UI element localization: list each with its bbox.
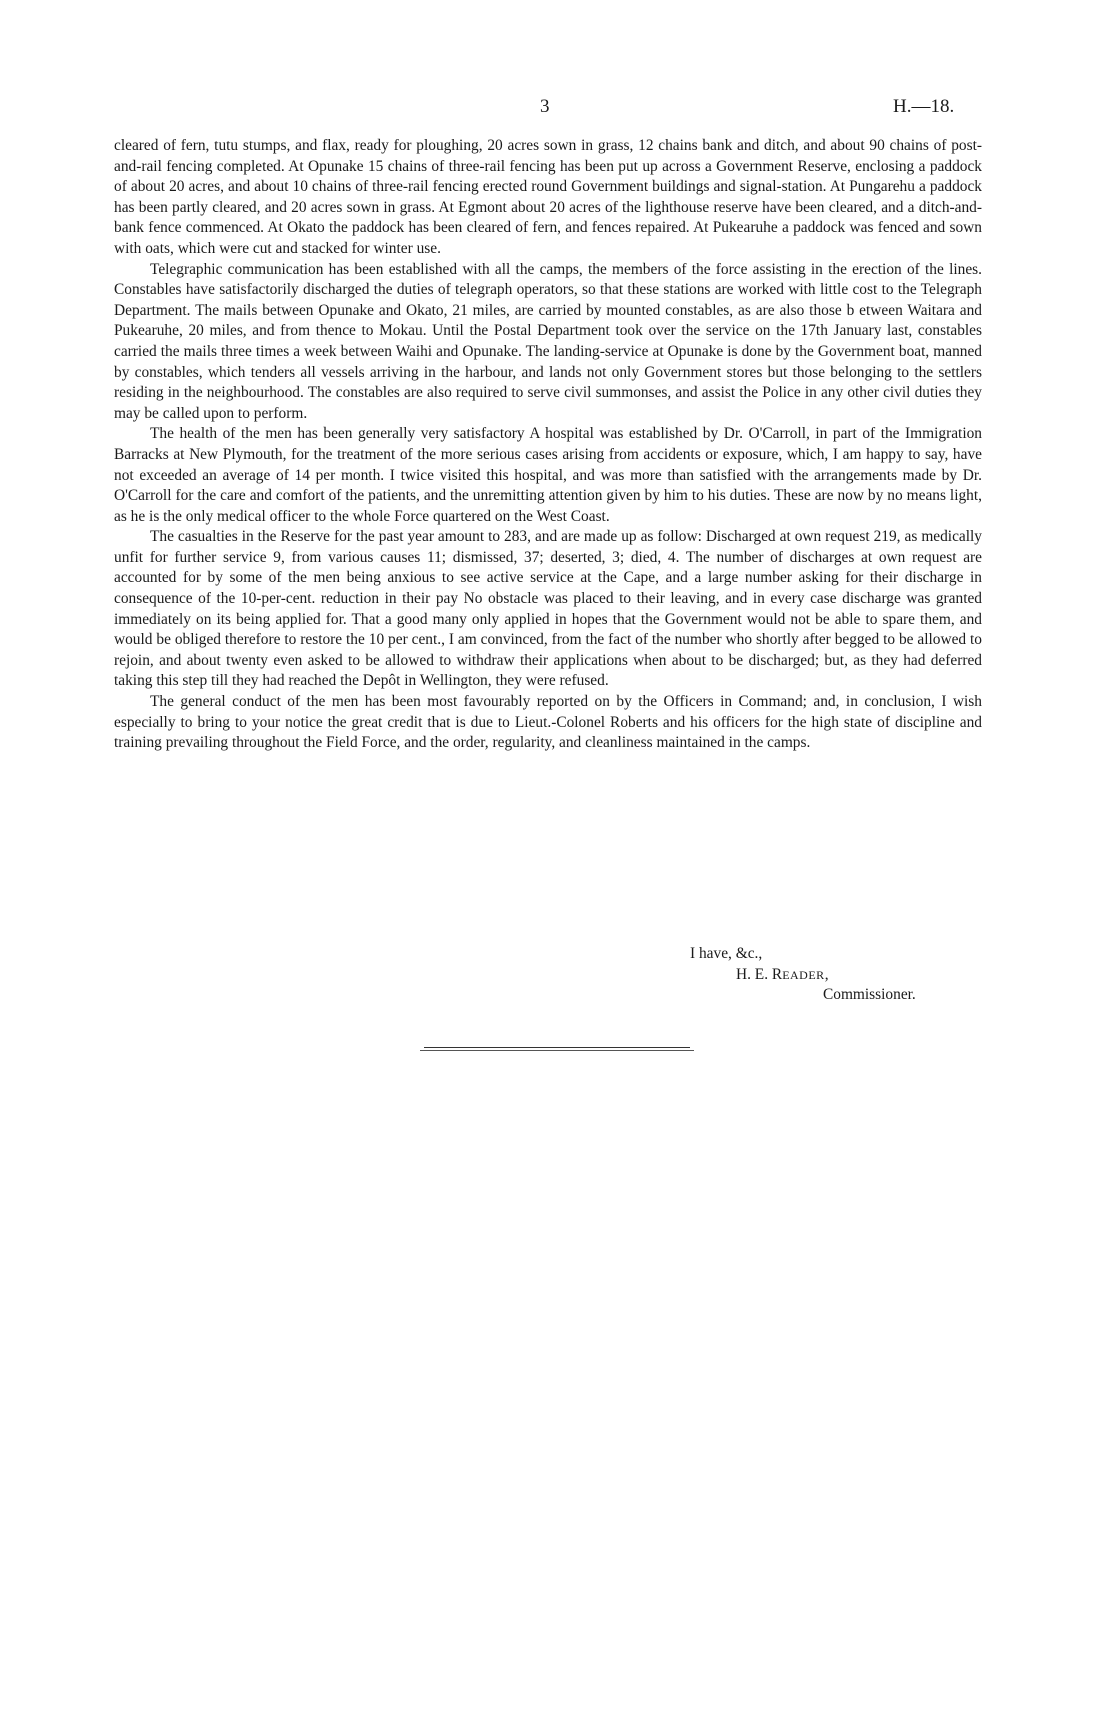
page-number: 3 [540, 96, 550, 117]
closing-salutation: I have, &c., [690, 945, 763, 962]
end-rule-line-bottom [420, 1050, 694, 1051]
paragraph-conduct: The general conduct of the men has been most favourably reported on by the Officers in Command; and, in conclusion, I wish especially to bring to your notice the great credit that is due to Lieut.-Colonel Roberts and his officers for the high state of discipline and training prevailing throughout the Field Force, and the order, regularity, and cleanliness maintained in the camps. [114, 693, 982, 752]
signer-initials: H. E. [736, 965, 769, 983]
signer-surname-rest: EADER [782, 967, 825, 982]
paragraph-telegraph-mails: Telegraphic communication has been established with all the camps, the members of the force assisting in the erection of the lines. Constables have satisfactorily discharged the duties of telegraph operators, so that these stations are worked with little cost to the Telegraph Department. The mails between Opunake and Okato, 21 miles, are carried by mounted constables, as are also those b etween Waitara and Pukearuhe, 20 miles, and from thence to Mokau. Until the Postal Department took over the service on the 17th January last, constables carried the mails three times a week between Waihi and Opunake. The landing-service at Opunake is done by the Government boat, manned by constables, which tenders all vessels arriving in the harbour, and lands not only Government stores but those belonging to the settlers residing in the neighbourhood. The constables are also required to serve civil summonses, and assist the Police in any other civil duties they may be called upon to perform. [114, 260, 982, 422]
signer-role: Commissioner. [823, 986, 916, 1004]
end-rule-line-top [424, 1047, 690, 1048]
report-body [114, 136, 982, 754]
paragraph-farming: cleared of fern, tutu stumps, and flax, ready for ploughing, 20 acres sown in grass, 12 chains bank and ditch, and about 90 chains of post-and-rail fencing completed. At Opunake 15 chains of three-rail fencing has been put up across a Government Reserve, enclosing a paddock of about 20 acres, and about 10 chains of three-rail fencing erected round Government buildings and signal-station. At Pungarehu a paddock has been partly cleared, and 20 acres sown in grass. At Egmont about 20 acres of the lighthouse reserve have been cleared, and a ditch-and-bank fence commenced. At Okato the paddock has been cleared of fern, and fences repaired. At Pukearuhe a paddock was fenced and sown with oats, which were cut and stacked for winter use. [114, 137, 982, 257]
signer-surname-initial: R [771, 965, 783, 983]
end-rule [420, 1047, 694, 1053]
signer-name [690, 965, 916, 986]
paragraph-casualties: The casualties in the Reserve for the past year amount to 283, and are made up as follow: Discharged at own request 219, as medically unfit for further service 9, from various causes 11; dismissed, 37; deserted, 3; died, 4. The number of discharges at own request are accounted for by some of the men being anxious to see active service at the Cape, and a large number asking for their discharge in consequence of the 10-per-cent. reduction in their pay No obstacle was placed to their leaving, and in every case discharge was granted immediately on its being applied for. That a good many only applied in hopes that the Government would not be able to spare them, and would be obliged therefore to restore the 10 per cent., I am convinced, from the fact of the number who shortly after begged to be allowed to rejoin, and about twenty even asked to be allowed to withdraw their applications when about to be discharged; but, as they had deferred taking this step till they had reached the Depôt in Wellington, they were refused. [114, 528, 982, 690]
paper-reference: H.—18. [893, 96, 955, 117]
paragraph-health: The health of the men has been generally very satisfactory A hospital was established by Dr. O'Carroll, in part of the Immigration Barracks at New Plymouth, for the treatment of the more serious cases arising from accidents or exposure, which, I am happy to say, have not exceeded an average of 14 per month. I twice visited this hospital, and was more than satisfied with the arrangements made by Dr. O'Carroll for the care and comfort of the patients, and the unremitting attention given by him to his duties. These are now by no means light, as he is the only medical officer to the whole Force quartered on the West Coast. [114, 425, 982, 525]
signature-block [690, 944, 916, 1006]
signer-suffix: , [824, 965, 829, 983]
